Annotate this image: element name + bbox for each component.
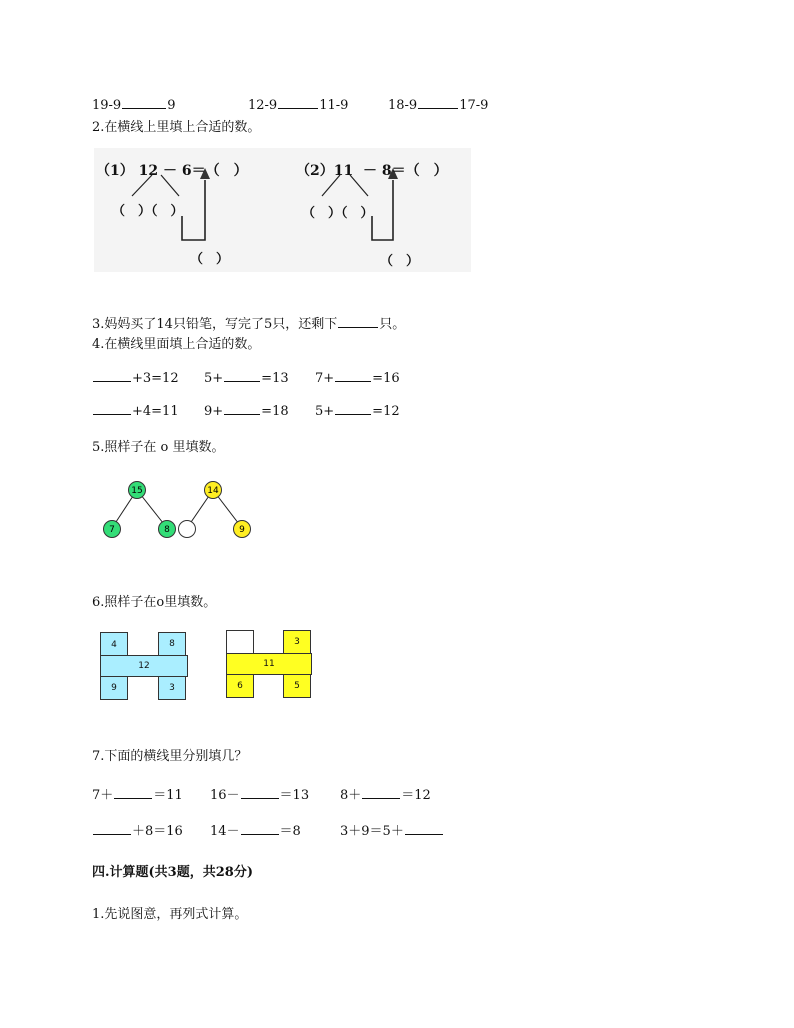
compare-item-1 bbox=[92, 96, 176, 113]
tree-1-right-label: 8 bbox=[164, 525, 170, 535]
tree-1-top-label: 15 bbox=[131, 486, 143, 496]
h1-top-right: 8 bbox=[158, 632, 186, 656]
tree-2-right-label: 9 bbox=[239, 525, 245, 535]
compare-right: 17-9 bbox=[459, 98, 489, 113]
answer-blank[interactable] bbox=[93, 402, 131, 415]
compare-right: 9 bbox=[167, 98, 176, 113]
part-2-split-blanks: （ ）（ ） bbox=[302, 206, 374, 221]
q7-eq-1: 7＋ ＝11 bbox=[92, 788, 183, 803]
h-shape-2 bbox=[226, 630, 312, 698]
compare-left: 19-9 bbox=[92, 98, 122, 113]
answer-blank[interactable] bbox=[418, 96, 458, 109]
compare-right: 11-9 bbox=[319, 98, 349, 113]
answer-blank[interactable] bbox=[278, 96, 318, 109]
calc-question-1: 1.先说图意，再列式计算。 bbox=[92, 907, 248, 922]
answer-blank[interactable] bbox=[224, 402, 260, 415]
number-tree-diagram bbox=[100, 478, 260, 542]
q4-eq-6: 5+ =12 bbox=[315, 404, 400, 419]
part-1-equation: （1） 12 － 6＝（ ） bbox=[96, 163, 248, 179]
h1-top-left: 4 bbox=[100, 632, 128, 658]
h2-middle: 11 bbox=[226, 653, 312, 675]
part-1-result-blank: （ ） bbox=[190, 252, 230, 267]
q7-eq-6: 3＋9＝5＋ bbox=[340, 820, 444, 839]
answer-blank[interactable] bbox=[335, 369, 371, 382]
number-tree-lines bbox=[100, 478, 260, 542]
answer-blank[interactable] bbox=[224, 369, 260, 382]
q4-eq-1: +3=12 bbox=[92, 369, 179, 386]
answer-blank[interactable] bbox=[93, 369, 131, 382]
h-shape-1 bbox=[100, 632, 188, 700]
answer-blank[interactable] bbox=[122, 96, 166, 109]
q7-eq-3: 8＋ ＝12 bbox=[340, 788, 431, 803]
answer-blank[interactable] bbox=[241, 786, 279, 799]
q7-eq-5: 14－ ＝8 bbox=[210, 824, 301, 839]
decomposition-diagram bbox=[94, 148, 471, 272]
question-5-title: 5.照样子在 o 里填数。 bbox=[92, 440, 225, 455]
question-6-title: 6.照样子在o里填数。 bbox=[92, 595, 217, 610]
h2-bottom-left: 6 bbox=[226, 674, 254, 698]
q7-eq-4: ＋8＝16 bbox=[92, 820, 183, 839]
question-3-text: 3.妈妈买了14只铅笔，写完了5只，还剩下 bbox=[92, 317, 338, 332]
compare-left: 18-9 bbox=[388, 98, 418, 113]
question-3 bbox=[92, 313, 405, 332]
compare-left: 12-9 bbox=[248, 98, 278, 113]
part-1-split-blanks: （ ）（ ） bbox=[112, 204, 184, 219]
tree-1-left-label: 7 bbox=[109, 525, 115, 535]
h2-top-left[interactable] bbox=[226, 630, 254, 654]
section-4-heading: 四.计算题(共3题，共28分) bbox=[92, 865, 253, 880]
h2-top-right: 3 bbox=[283, 630, 311, 654]
question-4-title: 4.在横线里面填上合适的数。 bbox=[92, 337, 261, 352]
tree-2-left-node bbox=[179, 521, 196, 538]
q7-eq-2: 16－ ＝13 bbox=[210, 788, 310, 803]
compare-item-3 bbox=[388, 96, 488, 113]
q4-eq-3: 7+ =16 bbox=[315, 371, 400, 386]
answer-blank[interactable] bbox=[241, 822, 279, 835]
compare-item-2 bbox=[248, 96, 348, 113]
question-2-title: 2.在横线上里填上合适的数。 bbox=[92, 120, 261, 135]
tree-2-top-label: 14 bbox=[207, 486, 219, 496]
q4-eq-4: +4=11 bbox=[92, 402, 179, 419]
answer-blank[interactable] bbox=[335, 402, 371, 415]
answer-blank[interactable] bbox=[114, 786, 152, 799]
h1-bottom-right: 3 bbox=[158, 676, 186, 700]
h1-bottom-left: 9 bbox=[100, 676, 128, 700]
answer-blank[interactable] bbox=[93, 822, 131, 835]
h2-bottom-right: 5 bbox=[283, 674, 311, 698]
h1-middle: 12 bbox=[100, 655, 188, 677]
question-3-suffix: 只。 bbox=[379, 317, 406, 332]
answer-blank[interactable] bbox=[362, 786, 400, 799]
part-2-equation: （2）11 － 8＝（ ） bbox=[296, 163, 448, 179]
question-7-title: 7.下面的横线里分别填几？ bbox=[92, 749, 248, 764]
answer-blank[interactable] bbox=[405, 822, 443, 835]
answer-blank[interactable] bbox=[338, 315, 378, 328]
part-2-result-blank: （ ） bbox=[380, 254, 420, 269]
q4-eq-5: 9+ =18 bbox=[204, 404, 289, 419]
q4-eq-2: 5+ =13 bbox=[204, 371, 289, 386]
